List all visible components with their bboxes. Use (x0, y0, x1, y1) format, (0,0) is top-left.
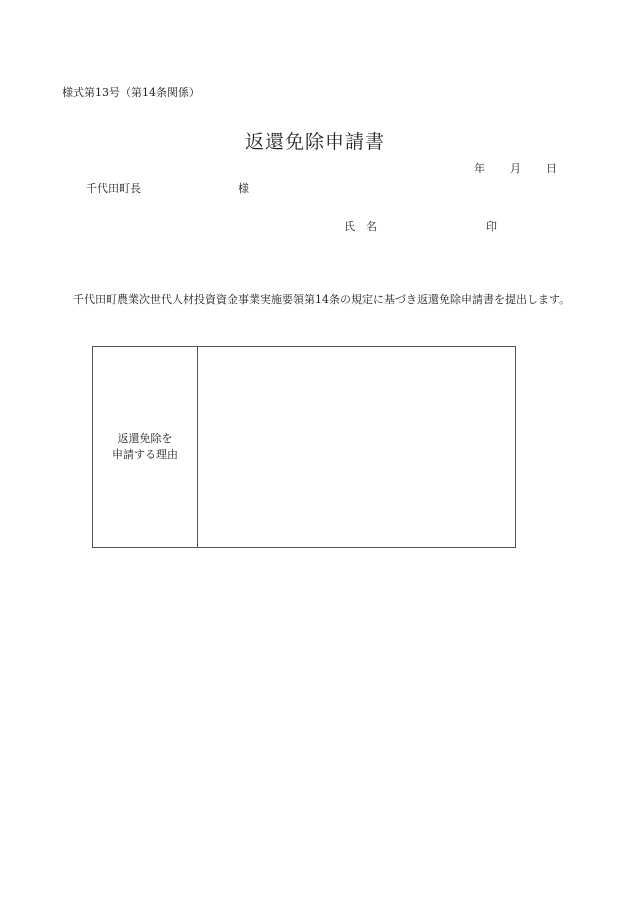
honorific: 様 (238, 182, 249, 195)
document-title: 返還免除申請書 (244, 131, 385, 153)
body-text: 千代田町農業次世代人材投資資金事業実施要領第14条の規定に基づき返還免除申請書を提出します。 (73, 293, 571, 306)
form-number: 様式第13号（第14条関係） (62, 86, 200, 99)
reason-label-cell (93, 347, 198, 547)
reason-table (92, 346, 516, 548)
year-label: 年 (474, 162, 485, 175)
day-label: 日 (546, 162, 557, 175)
seal-label: 印 (486, 220, 497, 233)
date-row (474, 160, 557, 176)
reason-input-cell[interactable] (198, 347, 515, 547)
applicant-name-label: 氏 名 (344, 220, 377, 233)
month-label: 月 (510, 162, 521, 175)
reason-label-line2: 申請する理由 (112, 448, 178, 461)
reason-label-line1: 返還免除を (117, 432, 173, 445)
recipient: 千代田町長 (86, 182, 141, 195)
